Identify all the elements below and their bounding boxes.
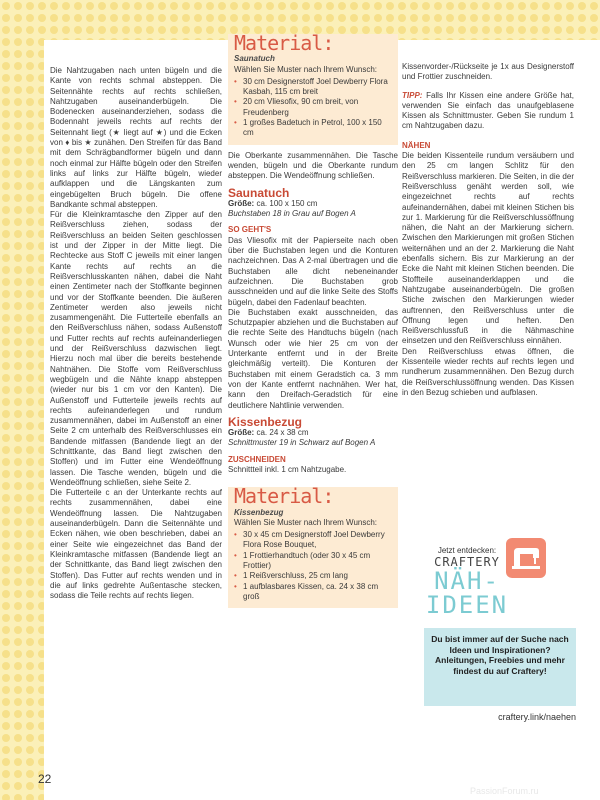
material-list xyxy=(234,530,392,602)
material-title: Material: xyxy=(234,484,334,509)
tip-text: Falls Ihr Kissen eine andere Größe hat, verwenden Sie einfach das unaufgeblasene Kissen als Schnittmuster. Geben Sie rundum 1 cm Nahtzugaben dazu. xyxy=(402,90,574,131)
promo-link[interactable]: craftery.link/naehen xyxy=(498,712,576,722)
material-subtitle: Saunatuch xyxy=(234,54,275,64)
pattern-info: Buchstaben 18 in Grau auf Bogen A xyxy=(228,209,356,219)
paragraph: Schnittteil inkl. 1 cm Nahtzugabe. xyxy=(228,464,347,474)
cut-label: ZUSCHNEIDEN xyxy=(228,454,286,464)
material-list xyxy=(234,77,392,139)
page-number: 22 xyxy=(38,772,52,786)
promo-title-line1: NÄH- xyxy=(434,567,500,595)
material-box-saunatuch xyxy=(228,31,398,145)
size-value: ca. 100 x 150 cm xyxy=(256,198,318,208)
paragraph: Den Reißverschluss etwas öffnen, die Kissenteile wieder rechts auf rechts legen und rundherum zusammennähen. Den Bezug durch die Reißverschlussöffnung wenden. Das Kissen in den Bezug schieben und aufblasen. xyxy=(402,346,574,397)
paragraph: Für die Kleinkramtasche den Zipper auf den Reißverschluss ziehen, sodass der Reißverschluss an beiden Seiten geschlossen ist und der Zipper in der Mitte liegt. Die Rechtecke aus Stoff C jeweils mit einer langen Kante rechts auf rechts an die Reißverschlusskanten nähen, dabei die Naht einen Zentimeter nach der Stoffkante beginnen und vor der Stoffkante beenden. Die äußeren Zentimeter werden also jeweils nicht zusammengenäht. Die Futterteile ebenfalls an den Reißverschluss nähen, sodass Außenstoff und Futter rechts auf rechts aufeinanderliegen und der Reißverschluss dazwischen liegt. Hierzu noch mal über die bereits bestehende Nahtnähen. Die Stoffe vom Reißverschluss wegbügeln und die Nähte knapp absteppen (wieder nur bis 1 cm vor den Kanten). Die Außenstoff und Futterteile jeweils rechts auf rechts aufeinanderlegen und rundum zusammennähen, dabei im Außenstoff an einer Seite 2 cm unterhalb des Reißverschlusses ein Bandende mitfassen (Bandende liegt an der Schnittkante, das Band liegt zwischen den Stoffen) und im Futter eine Wendeöffnung lassen. Die Tasche wenden, bügeln und die Wendeöffnung schließen, siehe Seite 2. xyxy=(50,210,222,487)
size-value: ca. 24 x 38 cm xyxy=(256,428,309,438)
paragraph: Die Buchstaben exakt ausschneiden, das Schutzpapier abziehen und die Buchstaben auf die rechte Seite des Handtuchs bügeln (nach Wunsch oder wie hier 25 cm von der Unterkante entfernt und in der Breite gleichmäßig verteilt). Die Konturen der Buchstaben mit einem Geradstich ca. 3 mm von der Kante entfernt nachnähen. Wer hat, kann den Dreifach-Geradstich für eine deutlichere Nahtlinie verwenden. xyxy=(228,307,398,410)
pattern-info: Schnittmuster 19 in Schwarz auf Bogen A xyxy=(228,438,376,448)
list-item: • 20 cm Vliesofix, 90 cm breit, von Freudenberg xyxy=(243,97,392,118)
left-column xyxy=(50,66,222,601)
paragraph: Die Futterteile c an der Unterkante rechts auf rechts zusammennähen, dabei eine Wendeöffnung lassen. Die Nahtzugaben auseinanderbügeln. Dann die Seitennähte und Ecken nähen, wie oben beschrieben, dabei an einer Seite wie eingezeichnet das Band der Kleinkramtasche mitfassen (Bandende liegt an der Schnittkante, das Band liegt zwischen den Stoffen). Das Futter auf rechts wenden und in die auf links gedrehte Außentasche stecken, sodass die Teile rechts auf rechts liegen. xyxy=(50,488,222,601)
material-intro: Wählen Sie Muster nach Ihrem Wunsch: xyxy=(234,517,378,527)
promo-text: Du bist immer auf der Suche nach Ideen und Inspirationen? Anleitungen, Freebies und mehr findest du auf Craftery! xyxy=(431,634,569,676)
paragraph: Die Oberkante zusammennähen. Die Tasche wenden, bügeln und die Oberkante rundum absteppen. Die Wendeöffnung schließen. xyxy=(228,150,398,181)
section-title: Kissenbezug xyxy=(228,414,303,429)
list-item: • 1 aufblasbares Kissen, ca. 24 x 38 cm groß xyxy=(243,582,392,603)
list-item: • 1 Frottierhandtuch (oder 30 x 45 cm Frottier) xyxy=(243,551,392,572)
middle-column xyxy=(228,31,398,608)
promo-badge xyxy=(424,546,510,626)
sewing-machine-icon xyxy=(506,538,546,578)
paragraph: Die Nahtzugaben nach unten bügeln und die Kante von rechts schmal absteppen. Die Seitennähte rechts auf rechts schließen, Nahtzugaben auseinanderbügeln. Die Bodenecken auseinanderziehen, sodass die Bodennaht jeweils rechts auf rechts der Seitennaht liegt (★ liegt auf ★) und die Ecken von ♦ bis ★ zunähen. Den Streifen für das Band mit dem Schrägbandformer bügeln und dann noch einmal zur Hälfte bügeln oder den Streifen links auf links zur Hälfte bügeln, wieder aufklappen und die Längskanten zum eingebügelten Bruch bügeln. Die offene Bandkante schmal absteppen. xyxy=(50,66,222,209)
material-intro: Wählen Sie Muster nach Ihrem Wunsch: xyxy=(234,64,378,74)
material-title: Material: xyxy=(234,31,334,55)
list-item: • 1 Reißverschluss, 25 cm lang xyxy=(243,571,392,581)
promo-brand: CRAFTERY xyxy=(434,555,500,569)
list-item: • 1 großes Badetuch in Petrol, 100 x 150 cm xyxy=(243,118,392,139)
watermark: PassionForum.ru xyxy=(470,786,539,796)
right-column xyxy=(402,62,574,398)
promo-small-text: Jetzt entdecken: xyxy=(437,546,497,555)
naehen-label: NÄHEN xyxy=(402,140,431,150)
section-title: Saunatuch xyxy=(228,185,290,200)
tip-label: TIPP: xyxy=(402,90,423,100)
promo-title-line2: IDEEN xyxy=(425,591,509,619)
material-subtitle: Kissenbezug xyxy=(234,507,284,517)
size-label: Größe: xyxy=(228,198,255,208)
howto-label: SO GEHT'S xyxy=(228,225,272,235)
paragraph: Kissenvorder-/Rückseite je 1x aus Designerstoff und Frottier zuschneiden. xyxy=(402,62,574,82)
paragraph: Die beiden Kissenteile rundum versäubern und den 25 cm langen Schlitz für den Reißverschluss markieren. Die Seiten, in die der Reißverschluss genäht werden soll, wie eingezeichnet rechts auf rechts aufeinandernähen, dabei mit kleinen Stichen bis zur 1. Markierung für die Reißverschlussöffnung nähen, die Naht an der Markierung sichern. Zwischen den Markierungen mit großen Stichen weiternähen und an der 2. Markierung die Naht ebenfalls sichern. Bis zur Markierung an der Ecke die Naht mit kleinen Stichen beenden. Die Stoffteile auseinanderklappen und die Nahtzugabe auseinanderbügeln. Die großen Stiche zwischen den Markierungen wieder auftrennen, den Reißverschluss unter die Öffnung legen und heften. Den Reißverschlussfuß in die Nähmaschine einsetzen und den Reißverschluss einnähen. xyxy=(402,151,574,346)
list-item: • 30 cm Designerstoff Joel Dewberry Flora Kasbah, 115 cm breit xyxy=(243,77,392,98)
list-item: • 30 x 45 cm Designerstoff Joel Dewberry Flora Rose Bouquet, xyxy=(243,530,392,551)
material-box-kissenbezug xyxy=(228,484,398,608)
paragraph: Das Vliesofix mit der Papierseite nach oben über die Buchstaben legen und die Konturen nachzeichnen. Das A 2-mal übertragen und die Buchstaben alle dicht nebeneinander aufzeichnen. Die Buchstaben grob ausschneiden und auf die linke Seite des Stoffs bügeln, dabei den Fadenlauf beachten. xyxy=(228,235,398,307)
size-label: Größe: xyxy=(228,428,255,438)
